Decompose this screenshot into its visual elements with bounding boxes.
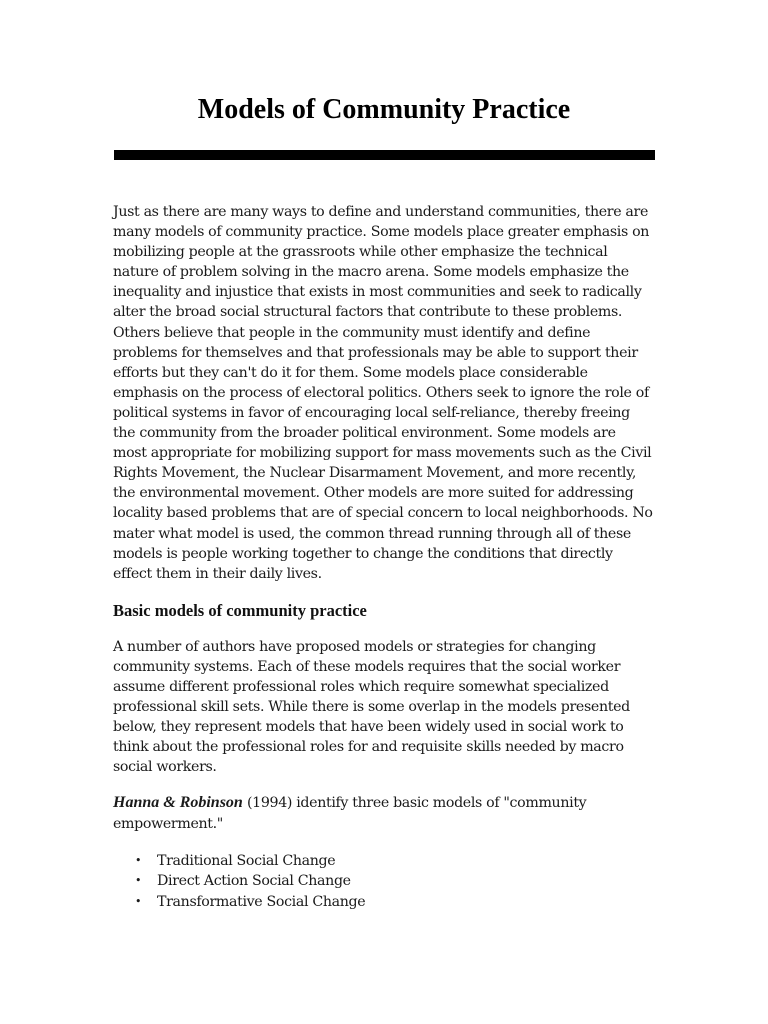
bullet-icon: • bbox=[135, 894, 142, 908]
list-item-label: Traditional Social Change bbox=[157, 852, 336, 869]
list-item bbox=[135, 851, 653, 872]
section-heading: Basic models of community practice bbox=[113, 600, 367, 620]
intro-paragraph: Just as there are many ways to define and understand communities, there are many models of community practice. Some models place greater emphasis on mobilizing people at the grassroots while other emphasize the technical nature of problem solving in the macro arena. Some models emphasize the inequality and injustice that exists in most communities and seek to radically alter the broad social structural factors that contribute to these problems. Others believe that people in the community must identify and define problems for themselves and that professionals may be able to support their efforts but they can't do it for them. Some models place considerable emphasis on the process of electoral politics. Others seek to ignore the role of political systems in favor of encouraging local self-reliance, thereby freeing the community from the broader political environment. Some models are most appropriate for mobilizing support for mass movements such as the Civil Rights Movement, the Nuclear Disarmament Movement, and more recently, the environmental movement. Other models are more suited for addressing locality based problems that are of special concern to local neighborhoods. No mater what model is used, the common thread running through all of these models is people working together to change the conditions that directly effect them in their daily lives. bbox=[113, 204, 653, 582]
bullet-icon: • bbox=[135, 853, 142, 867]
title-rule bbox=[114, 150, 655, 160]
citation-text: (1994) identify three basic models of "community empowerment." bbox=[113, 795, 587, 832]
document-body bbox=[113, 202, 653, 912]
citation-paragraph bbox=[113, 793, 653, 833]
citation-authors: Hanna & Robinson bbox=[113, 794, 243, 812]
list-item-label: Transformative Social Change bbox=[157, 893, 366, 910]
list-item bbox=[135, 892, 653, 913]
section-paragraph: A number of authors have proposed models or strategies for changing community systems. Each of these models requires that the social worker assume different professional roles which require somewhat specialized professional skill sets. While there is some overlap in the models presented below, they represent models that have been widely used in social work to think about the professional roles for and requisite skills needed by macro social workers. bbox=[113, 638, 630, 776]
list-item bbox=[135, 871, 653, 892]
bullet-icon: • bbox=[135, 874, 142, 888]
page-title: Models of Community Practice bbox=[197, 94, 571, 125]
list-item-label: Direct Action Social Change bbox=[157, 873, 351, 890]
models-list bbox=[113, 851, 653, 913]
